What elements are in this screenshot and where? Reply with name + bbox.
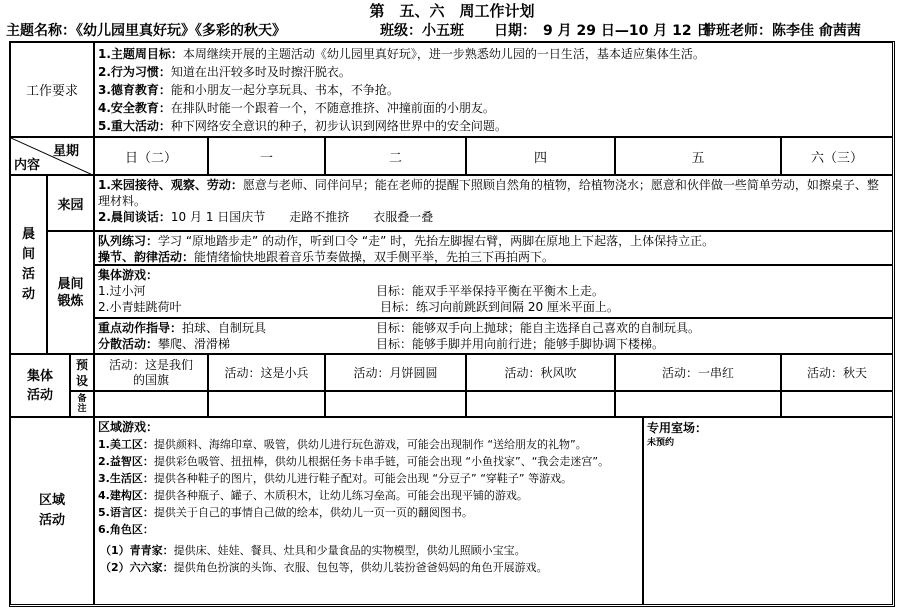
theme-name: 主题名称：《幼儿园里真好玩》《多彩的秋天》 xyxy=(6,23,286,39)
area-item xyxy=(98,521,639,538)
text-segment: （1）青青家： xyxy=(100,544,174,557)
note-label: 备注 xyxy=(70,391,94,417)
group-games-content xyxy=(94,265,893,318)
text-segment: 6.角色区： xyxy=(98,523,154,536)
game-name: 2.小青蛙跳荷叶 xyxy=(98,300,182,314)
area-activity-label: 区域活动 xyxy=(10,417,94,605)
game-name: 1.过小河 xyxy=(98,284,146,298)
text-segment: 2.益智区： xyxy=(98,455,154,468)
text-segment: 1.美工区： xyxy=(98,438,154,451)
text-segment: 4.安全教育： xyxy=(98,101,171,115)
text-segment: 2.行为习惯： xyxy=(98,65,171,79)
content-label: 内容 xyxy=(14,158,41,173)
area-item xyxy=(98,487,639,504)
text-segment: 本周继续开展的主题活动《幼儿园里真好玩》，进一步熟悉幼儿园的一日生活，基本适应集体生活。 xyxy=(182,47,705,61)
day-header: 日（二） xyxy=(94,137,208,175)
text-segment: 种下网络安全意识的种子，初步认识到网络世界中的安全问题。 xyxy=(170,119,507,133)
requirement-item xyxy=(98,99,889,117)
group-activity-cell: 活动：秋天 xyxy=(781,354,893,391)
day-header: 四 xyxy=(466,137,615,175)
text-segment: 能和小朋友一起分享玩具、书本，不争抢。 xyxy=(170,83,399,97)
text-segment: 10 月 1 日国庆节 走路不推挤 衣服叠一叠 xyxy=(170,210,434,224)
note-cell xyxy=(94,391,208,417)
text-segment xyxy=(98,299,889,315)
text-segment: 在排队时能一个跟着一个，不随意推挤、冲撞前面的小朋友。 xyxy=(170,101,495,115)
group-activity-cell: 活动：秋风吹 xyxy=(466,354,615,391)
arrival-label: 来园 xyxy=(47,175,94,231)
text-segment: 队列练习： xyxy=(98,234,159,248)
text-segment xyxy=(98,233,889,249)
date-range: 日期： 9 月 29 日—10 月 12 日 xyxy=(494,23,711,39)
text-segment: 1.来园接待、观察、劳动： xyxy=(98,178,243,192)
group-activity-cell: 活动：这是小兵 xyxy=(208,354,325,391)
note-cell xyxy=(208,391,325,417)
queue-rhythm-content xyxy=(94,231,893,265)
requirement-item xyxy=(98,81,889,99)
note-cell xyxy=(781,391,893,417)
note-cell xyxy=(615,391,781,417)
text-segment xyxy=(98,320,889,336)
text-segment: 学习 “原地踏步走” 的动作，听到口令 “走” 时，先抬左脚握右臂，两脚在原地上下起落，上体保持立正。 xyxy=(158,234,715,248)
requirement-item xyxy=(98,63,889,81)
note-cell xyxy=(325,391,466,417)
weekly-plan-table xyxy=(9,41,895,607)
week-label: 星期 xyxy=(52,144,79,159)
area-games-content xyxy=(94,417,643,605)
info-bar xyxy=(6,22,898,40)
text-segment: 集体游戏： xyxy=(98,268,159,282)
work-requirements-label: 工作要求 xyxy=(10,42,94,137)
game-goal: 目标：练习向前跳跃到间隔 20 厘米平面上。 xyxy=(380,300,619,314)
text-segment: 5.语言区： xyxy=(98,506,154,519)
text-segment: 提供关于自己的事情自己做的绘本，供幼儿一页一页的翻阅图书。 xyxy=(153,506,473,519)
role-item xyxy=(98,559,639,576)
arrival-content xyxy=(94,175,893,231)
day-header: 一 xyxy=(208,137,325,175)
text-segment: （2）六六家： xyxy=(100,561,174,574)
text-segment: 操节、韵律活动： xyxy=(98,250,195,264)
text-segment: 提供床、娃娃、餐具、灶具和少量食品的实物模型，供幼儿照顾小宝宝。 xyxy=(173,544,526,557)
text-segment: 愿意与老师、同伴问早；能在老师的提醒下照顾自然角的植物，给植物浇水；愿意和伙伴做一些简单劳动，如擦桌子、整理材料。 xyxy=(98,178,879,208)
morning-activity-label: 晨间活动 xyxy=(10,175,47,354)
morning-exercise-label: 晨间锻炼 xyxy=(47,231,94,354)
text-segment: 3.德育教育： xyxy=(98,83,171,97)
area-item xyxy=(98,504,639,521)
area-games-title: 区域游戏： xyxy=(98,420,159,434)
text-segment: 拍球、自制玩具 xyxy=(182,321,267,335)
text-segment: 知道在出汗较多时及时擦汗脱衣。 xyxy=(170,65,351,79)
role-item xyxy=(98,542,639,559)
day-header: 六（三） xyxy=(781,137,893,175)
game-goal: 目标：能双手平举保持平衡在平衡木上走。 xyxy=(376,284,605,298)
group-activity-cell: 活动：一串红 xyxy=(615,354,781,391)
special-room-content xyxy=(643,417,893,605)
text-segment: 3.生活区： xyxy=(98,472,154,485)
text-segment xyxy=(98,336,889,352)
text-segment: 能情绪愉快地跟着音乐节奏做操，双手侧平举，先拍三下再拍两下。 xyxy=(194,250,555,264)
page-title: 第 五、六 周工作计划 xyxy=(369,2,535,20)
text-segment: 目标：能够双手向上抛球；能自主选择自己喜欢的自制玩具。 xyxy=(376,321,701,335)
special-room-status: 未预约 xyxy=(647,438,675,448)
text-segment xyxy=(98,177,889,209)
text-segment: 重点动作指导： xyxy=(98,321,183,335)
text-segment: 目标：能够手脚并用向前行进；能够手脚协调下楼梯。 xyxy=(376,337,665,351)
group-activity-label: 集体活动 xyxy=(10,354,70,417)
text-segment: 提供角色扮演的头饰、衣服、包包等，供幼儿装扮爸爸妈妈的角色开展游戏。 xyxy=(173,561,548,574)
text-segment: 2.晨间谈话： xyxy=(98,210,171,224)
group-activity-cell: 活动：这是我们的国旗 xyxy=(94,354,208,391)
text-segment xyxy=(98,209,889,225)
text-segment: 提供各种瓶子、罐子、木质积木，让幼儿练习垒高。可能会出现平铺的游戏。 xyxy=(153,489,528,502)
text-segment xyxy=(98,249,889,265)
special-room-title: 专用室场： xyxy=(647,421,708,435)
text-segment: 提供彩色吸管、扭扭棒，供幼儿根据任务卡串手链，可能会出现 “小鱼找家”、“我会走迷宫”。 xyxy=(153,455,610,468)
note-cell xyxy=(466,391,615,417)
text-segment: 提供颜料、海绵印章、吸管，供幼儿进行玩色游戏，可能会出现制作 “送给朋友的礼物”。 xyxy=(153,438,587,451)
text-segment: 1.主题周目标： xyxy=(98,47,183,61)
day-header: 二 xyxy=(325,137,466,175)
preset-label: 预设 xyxy=(70,354,94,391)
group-activity-cell: 活动：月饼圆圆 xyxy=(325,354,466,391)
text-segment: 分散活动： xyxy=(98,337,159,351)
area-item xyxy=(98,436,639,453)
text-segment: 提供各种鞋子的图片，供幼儿进行鞋子配对。可能会出现 “分豆子” “穿鞋子” 等游戏。 xyxy=(153,472,573,485)
work-requirements-content xyxy=(94,42,893,137)
text-segment: 4.建构区： xyxy=(98,489,154,502)
class-name: 班级：小五班 xyxy=(380,23,464,39)
key-free-activity-content xyxy=(94,318,893,354)
requirement-item xyxy=(98,117,889,135)
area-item xyxy=(98,470,639,487)
requirement-item xyxy=(98,45,889,63)
day-header: 五 xyxy=(615,137,781,175)
text-segment: 5.重大活动： xyxy=(98,119,171,133)
teacher-names: 带班老师：陈李佳 俞茜茜 xyxy=(702,23,861,39)
area-item xyxy=(98,453,639,470)
weekday-corner-cell xyxy=(10,137,94,175)
text-segment xyxy=(98,283,889,299)
text-segment: 攀爬、滑滑梯 xyxy=(158,337,231,351)
